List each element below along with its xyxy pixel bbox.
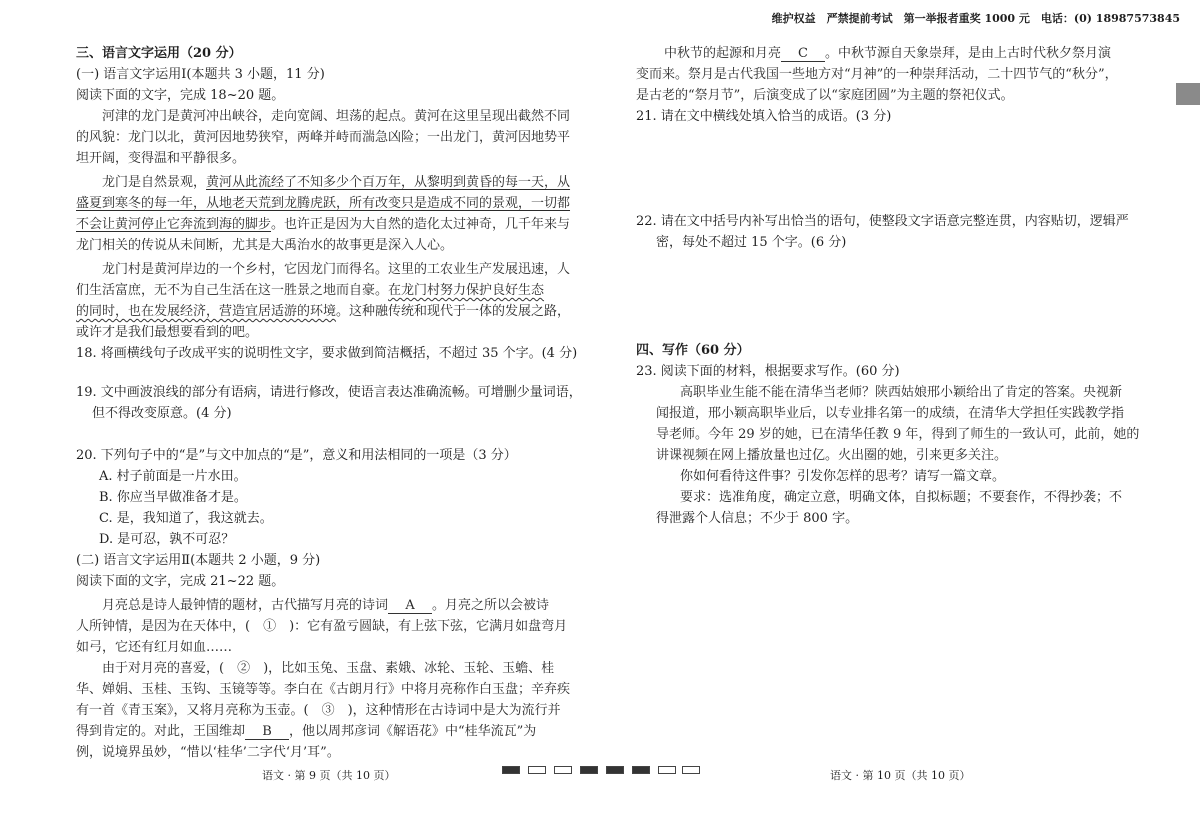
underlined-sentence: 黄河从此流经了不知多少个百万年，从黎明到黄昏的每一天，从 xyxy=(206,175,571,190)
mark-block xyxy=(528,766,546,774)
passage-3-line1: 龙门村是黄河岸边的一个乡村，它因龙门而得名。这里的工农业生产发展迅速，人 xyxy=(76,262,571,277)
material-line: 高职毕业生能不能在清华当老师？陕西姑娘邢小颖给出了肯定的答案。央视新 xyxy=(680,385,1123,400)
passage-2-line3: 不会让黄河停止它奔流到海的脚步。也许正是因为大自然的造化太过神奇，几千年来与 xyxy=(76,217,571,232)
material-line: 导老师。今年 29 岁的她，已在清华任教 9 年，得到了师生的一致认可，此前，她的 xyxy=(656,427,1140,442)
page-10-footer: 语文 · 第 10 页（共 10 页） xyxy=(830,769,971,782)
question-19-line1: 19. 文中画波浪线的部分有语病，请进行修改，使语言表达准确流畅。可增删少量词语， xyxy=(76,385,582,400)
underlined-sentence-cont: 盛夏到寒冬的每一年，从地老天荒到龙腾虎跃，所有改变只是造成不同的景观，一切都 xyxy=(76,196,571,211)
wavy-underlined-text: 在龙门村努力保护良好生态 xyxy=(388,283,545,298)
passage-5-line2: 华、婵娟、玉桂、玉钩、玉镜等等。李白在《古朗月行》中将月亮称作白玉盘；辛弃疾 xyxy=(76,682,571,697)
passage-6-line1: 中秋节的起源和月亮 C 。中秋节源自天象崇拜，是由上古时代秋夕祭月演 xyxy=(664,46,1112,61)
q20-option-b: B. 你应当早做准备才是。 xyxy=(99,490,247,505)
passage-5-line5: 例，说境界虽妙，“惜以‘桂华’二字代‘月’耳”。 xyxy=(76,745,340,760)
passage-5-line4: 得到肯定的。对此，王国维却 B ，他以周邦彦词《解语花》中“桂华流瓦”为 xyxy=(76,724,537,739)
passage-6-line2: 变而来。祭月是古代我国一些地方对“月神”的一种崇拜活动，二十四节气的“秋分”， xyxy=(636,67,1118,82)
q20-option-d: D. 是可忍，孰不可忍？ xyxy=(99,532,235,547)
passage-5-line3: 有一首《青玉案》，又将月亮称为玉壶。( ③ )，这种情形在古诗词中是大为流行并 xyxy=(76,703,561,718)
passage-3-line2: 们生活富庶，无不为自己生活在这一胜景之地而自豪。在龙门村努力保护良好生态 xyxy=(76,283,545,298)
question-19-line2: 但不得改变原意。(4 分) xyxy=(92,406,232,421)
passage-3-line3: 的同时，也在发展经济，营造宜居适游的环境。这种融传统和现代于一体的发展之路， xyxy=(76,304,571,319)
q20-option-c: C. 是，我知道了，我这就去。 xyxy=(99,511,273,526)
writing-requirements-line2: 得泄露个人信息；不少于 800 字。 xyxy=(656,511,859,526)
material-line: 讲课视频在网上播放量也过亿。火出圈的她，引来更多关注。 xyxy=(656,448,1008,463)
mark-block xyxy=(502,766,520,774)
section-3-title: 三、语言文字运用（20 分） xyxy=(76,46,242,61)
underlined-sentence-end: 不会让黄河停止它奔流到海的脚步 xyxy=(76,217,272,232)
q20-option-a: A. 村子前面是一片水田。 xyxy=(99,469,247,484)
passage-2-line1: 龙门是自然景观，黄河从此流经了不知多少个百万年，从黎明到黄昏的每一天，从 xyxy=(76,175,571,190)
writing-prompt: 你如何看待这件事？引发你怎样的思考？请写一篇文章。 xyxy=(680,469,1006,484)
passage-5-line1: 由于对月亮的喜爱，( ② )，比如玉兔、玉盘、素娥、冰轮、玉轮、玉蟾、桂 xyxy=(76,661,555,676)
blank-b: B xyxy=(245,725,289,740)
passage-4-line2: 人所钟情，是因为在天体中，( ① )：它有盈亏圆缺，有上弦下弦，它满月如盘弯月 xyxy=(76,619,568,634)
wavy-underlined-text-cont: 的同时，也在发展经济，营造宜居适游的环境 xyxy=(76,304,337,319)
question-18: 18. 将画横线句子改成平实的说明性文字，要求做到简洁概括，不超过 35 个字。(4 分) xyxy=(76,346,578,361)
question-23: 23. 阅读下面的材料，根据要求写作。(60 分) xyxy=(636,364,900,379)
passage-2-line4: 龙门相关的传说从未间断，尤其是大禹治水的故事更是深入人心。 xyxy=(76,238,454,253)
part-1-instruction: 阅读下面的文字，完成 18~20 题。 xyxy=(76,88,285,103)
passage-4-line1: 月亮总是诗人最钟情的题材，古代描写月亮的诗词 A 。月亮之所以会被诗 xyxy=(76,598,550,613)
blank-c: C xyxy=(781,47,825,62)
right-page-10 xyxy=(600,0,1200,831)
part-2-instruction: 阅读下面的文字，完成 21~22 题。 xyxy=(76,574,285,589)
part-2-title: (二) 语言文字运用Ⅱ(本题共 2 小题，9 分) xyxy=(76,553,321,568)
writing-requirements-line1: 要求：选准角度，确定立意，明确文体，自拟标题；不要套作，不得抄袭；不 xyxy=(680,490,1123,505)
page-9-footer: 语文 · 第 9 页（共 10 页） xyxy=(262,769,396,782)
passage-1-line: 河津的龙门是黄河冲出峡谷，走向宽阔、坦荡的起点。黄河在这里呈现出截然不同 xyxy=(76,109,571,124)
mark-block xyxy=(580,766,598,774)
mark-block xyxy=(554,766,572,774)
question-22-line2: 密，每处不超过 15 个字。(6 分) xyxy=(656,235,847,250)
passage-1-line: 坦开阔，变得温和平静很多。 xyxy=(76,151,246,166)
question-22-line1: 22. 请在文中括号内补写出恰当的语句，使整段文字语意完整连贯，内容贴切，逻辑严 xyxy=(636,214,1129,229)
part-1-title: (一) 语言文字运用Ⅰ(本题共 3 小题，11 分) xyxy=(76,67,325,82)
passage-4-line3: 如弓，它还有红月如血…… xyxy=(76,640,233,655)
passage-3-line4: 或许才是我们最想要看到的吧。 xyxy=(76,325,259,340)
section-4-title: 四、写作（60 分） xyxy=(636,343,750,358)
exam-header-notice: 维护权益 严禁提前考试 第一举报者重奖 1000 元 电话：(0) 18987573845 xyxy=(771,12,1180,25)
blank-a: A xyxy=(388,599,432,614)
question-21: 21. 请在文中横线处填入恰当的成语。(3 分) xyxy=(636,109,892,124)
question-20: 20. 下列句子中的“是”与文中加点的“是”，意义和用法相同的一项是（3 分） xyxy=(76,448,517,463)
passage-6-line3: 是古老的“祭月节”，后演变成了以“家庭团圆”为主题的祭祀仪式。 xyxy=(636,88,1014,103)
material-line: 闻报道，邢小颖高职毕业后，以专业排名第一的成绩，在清华大学担任实践教学指 xyxy=(656,406,1125,421)
passage-1-line: 的风貌：龙门以北，黄河因地势狭窄，两峰并峙而湍急凶险；一出龙门，黄河因地势平 xyxy=(76,130,571,145)
